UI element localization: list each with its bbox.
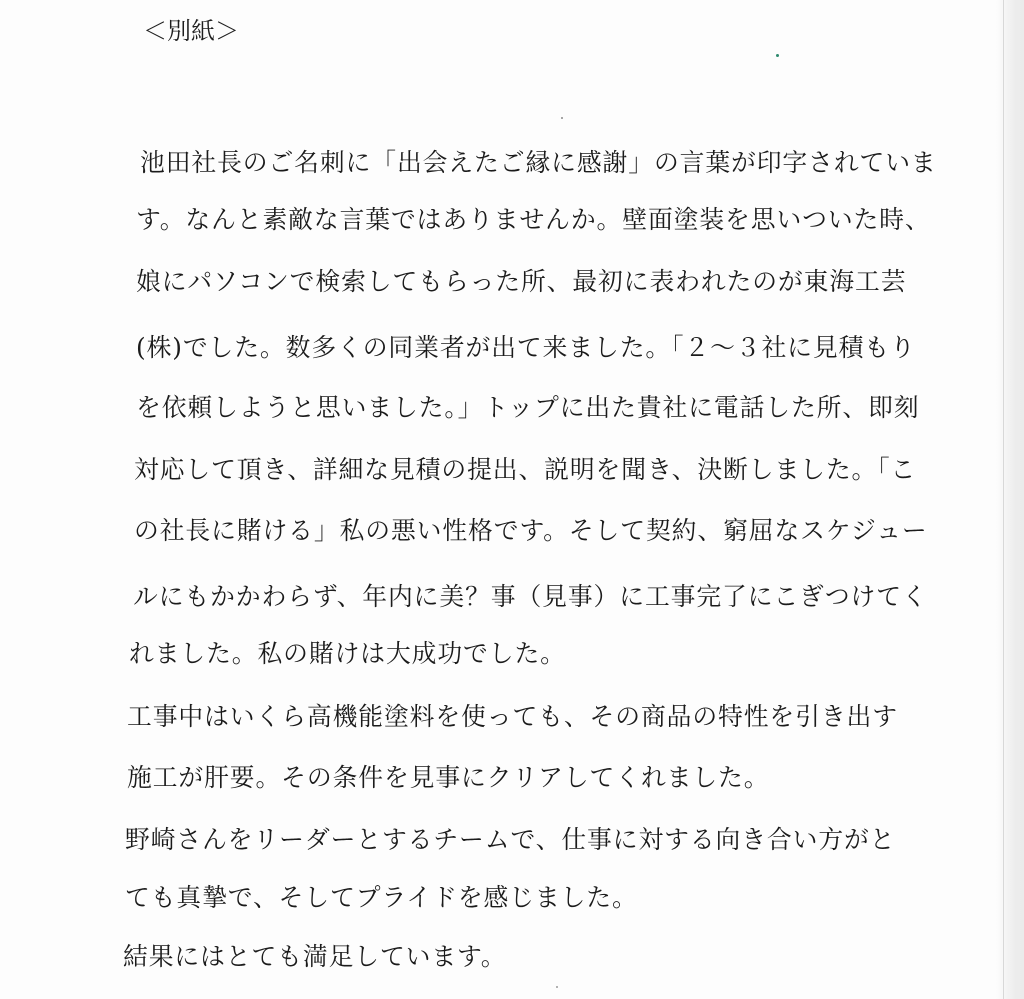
scan-speck bbox=[561, 117, 563, 119]
text-line: 結果にはとても満足しています。 bbox=[123, 942, 507, 971]
text-line: を依頼しようと思いました。」トップに出た貴社に電話した所、即刻 bbox=[136, 393, 920, 422]
page-edge-shadow bbox=[996, 0, 1024, 999]
page-edge-line bbox=[1003, 0, 1004, 999]
text-line: 工事中はいくら高機能塗料を使っても、その商品の特性を引き出す bbox=[127, 702, 898, 731]
document-heading: ＜別紙＞ bbox=[143, 17, 239, 45]
text-line: す。なんと素敵な言葉ではありませんか。壁面塗装を思いついた時、 bbox=[136, 205, 931, 234]
text-line: ても真摯で、そしてプライドを感じました。 bbox=[125, 883, 638, 912]
text-line: 対応して頂き、詳細な見積の提出、説明を聞き、決断しました。「こ bbox=[134, 455, 917, 484]
text-line: れました。私の賭けは大成功でした。 bbox=[129, 639, 566, 668]
text-line: 施工が肝要。その条件を見事にクリアしてくれました。 bbox=[127, 763, 770, 792]
text-line: 池田社長のご名刺に「出会えたご縁に感謝」の言葉が印字されていま bbox=[140, 148, 937, 177]
text-line: ルにもかかわらず、年内に美？事（見事）に工事完了にこぎつけてく bbox=[133, 582, 928, 611]
text-line: (株)でした。数多くの同業者が出て来ました。「２～３社に見積もり bbox=[136, 333, 916, 362]
scan-speck bbox=[776, 54, 779, 57]
text-line: の社長に賭ける」私の悪い性格です。そして契約、窮屈なスケジュー bbox=[134, 516, 928, 545]
text-line: 野崎さんをリーダーとするチームで、仕事に対する向き合い方がと bbox=[125, 825, 896, 854]
scan-speck bbox=[556, 986, 558, 988]
text-line: 娘にパソコンで検索してもらった所、最初に表われたのが東海工芸 bbox=[136, 267, 907, 296]
